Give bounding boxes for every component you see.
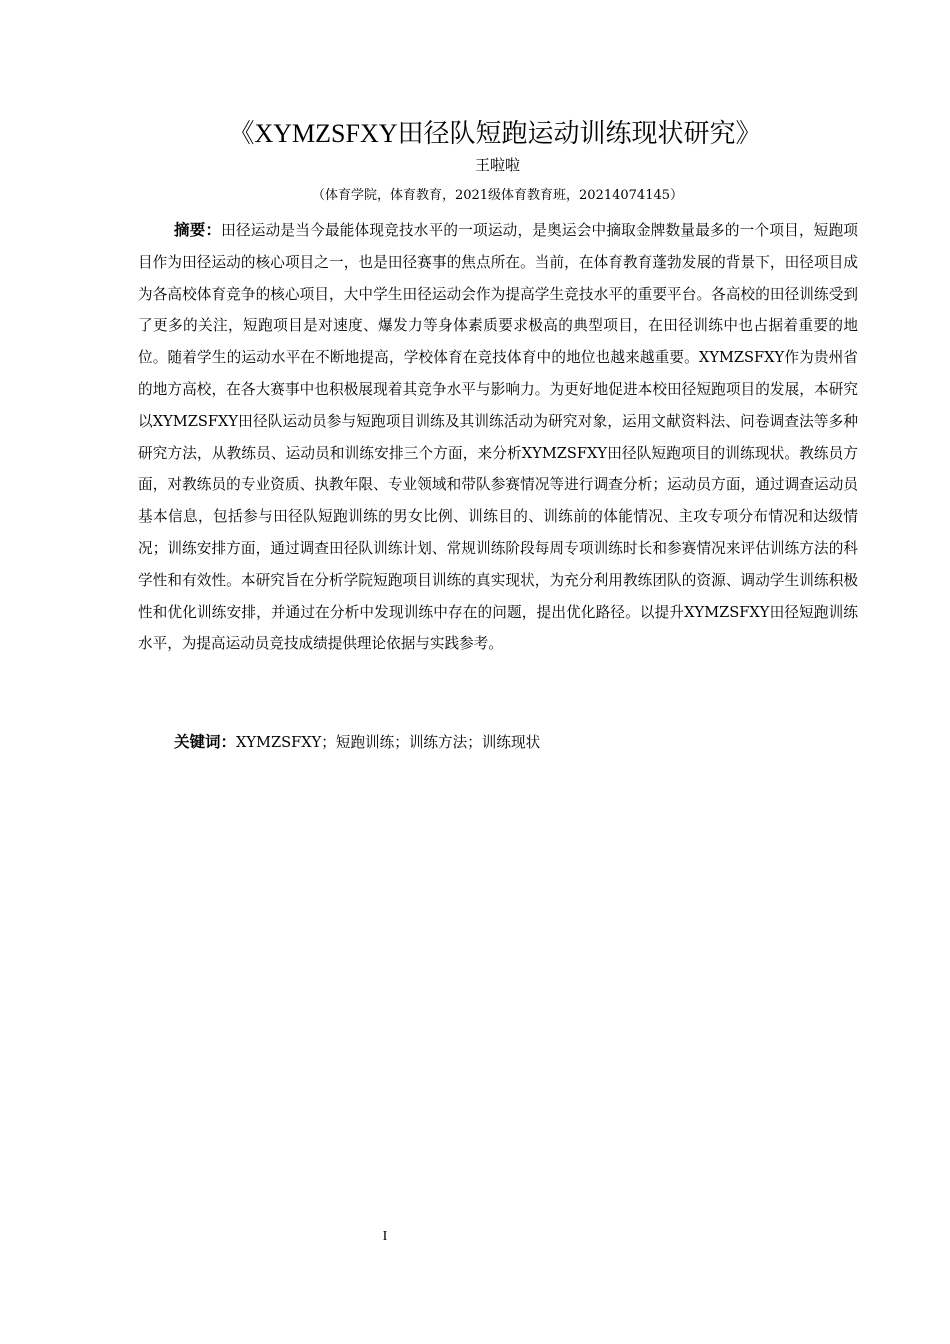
abstract-label: 摘要： — [174, 221, 222, 239]
keywords-label: 关键词： — [174, 733, 237, 751]
keywords-line — [174, 728, 858, 757]
author-affiliation: （体育学院，体育教育，2021级体育教育班，20214074145） — [311, 188, 684, 203]
keywords-text: XYMZSFXY；短跑训练；训练方法；训练现状 — [236, 734, 541, 751]
abstract-paragraph — [138, 215, 858, 660]
abstract-text: 田径运动是当今最能体现竞技水平的一项运动，是奥运会中摘取金牌数量最多的一个项目，短跑项目作为田径运动的核心项目之一，也是田径赛事的焦点所在。当前，在体育教育蓬勃发展的背景下，田径项目成为各高校体育竞争的核心项目，大中学生田径运动会作为提高学生竞技水平的重要平台。各高校的田径训练受到了更多的关注，短跑项目是对速度、爆发力等身体素质要求极高的典型项目，在田径训练中也占据着重要的地位。随着学生的运动水平在不断地提高，学校体育在竞技体育中的地位也越来越重要。XYMZSFXY作为贵州省的地方高校，在各大赛事中也积极展现着其竞争水平与影响力。为更好地促进本校田径短跑项目的发展，本研究以XYMZSFXY田径队运动员参与短跑项目训练及其训练活动为研究对象，运用文献资料法、问卷调查法等多种研究方法，从教练员、运动员和训练安排三个方面，来分析XYMZSFXY田径队短跑项目的训练现状。教练员方面，对教练员的专业资质、执教年限、专业领域和带队参赛情况等进行调查分析；运动员方面，通过调查运动员基本信息，包括参与田径队短跑训练的男女比例、训练目的、训练前的体能情况、主攻专项分布情况和达级情况；训练安排方面，通过调查田径队训练计划、常规训练阶段每周专项训练时长和参赛情况来评估训练方法的科学性和有效性。本研究旨在分析学院短跑项目训练的真实现状，为充分利用教练团队的资源、调动学生训练积极性和优化训练安排，并通过在分析中发现训练中存在的问题，提出优化路径。以提升XYMZSFXY田径短跑训练水平，为提高运动员竞技成绩提供理论依据与实践参考。 — [138, 222, 858, 653]
page-number: I — [382, 1229, 388, 1244]
paper-title: 《XYMZSFXY田径队短跑运动训练现状研究》 — [228, 119, 762, 148]
author-name: 王啦啦 — [474, 156, 520, 174]
